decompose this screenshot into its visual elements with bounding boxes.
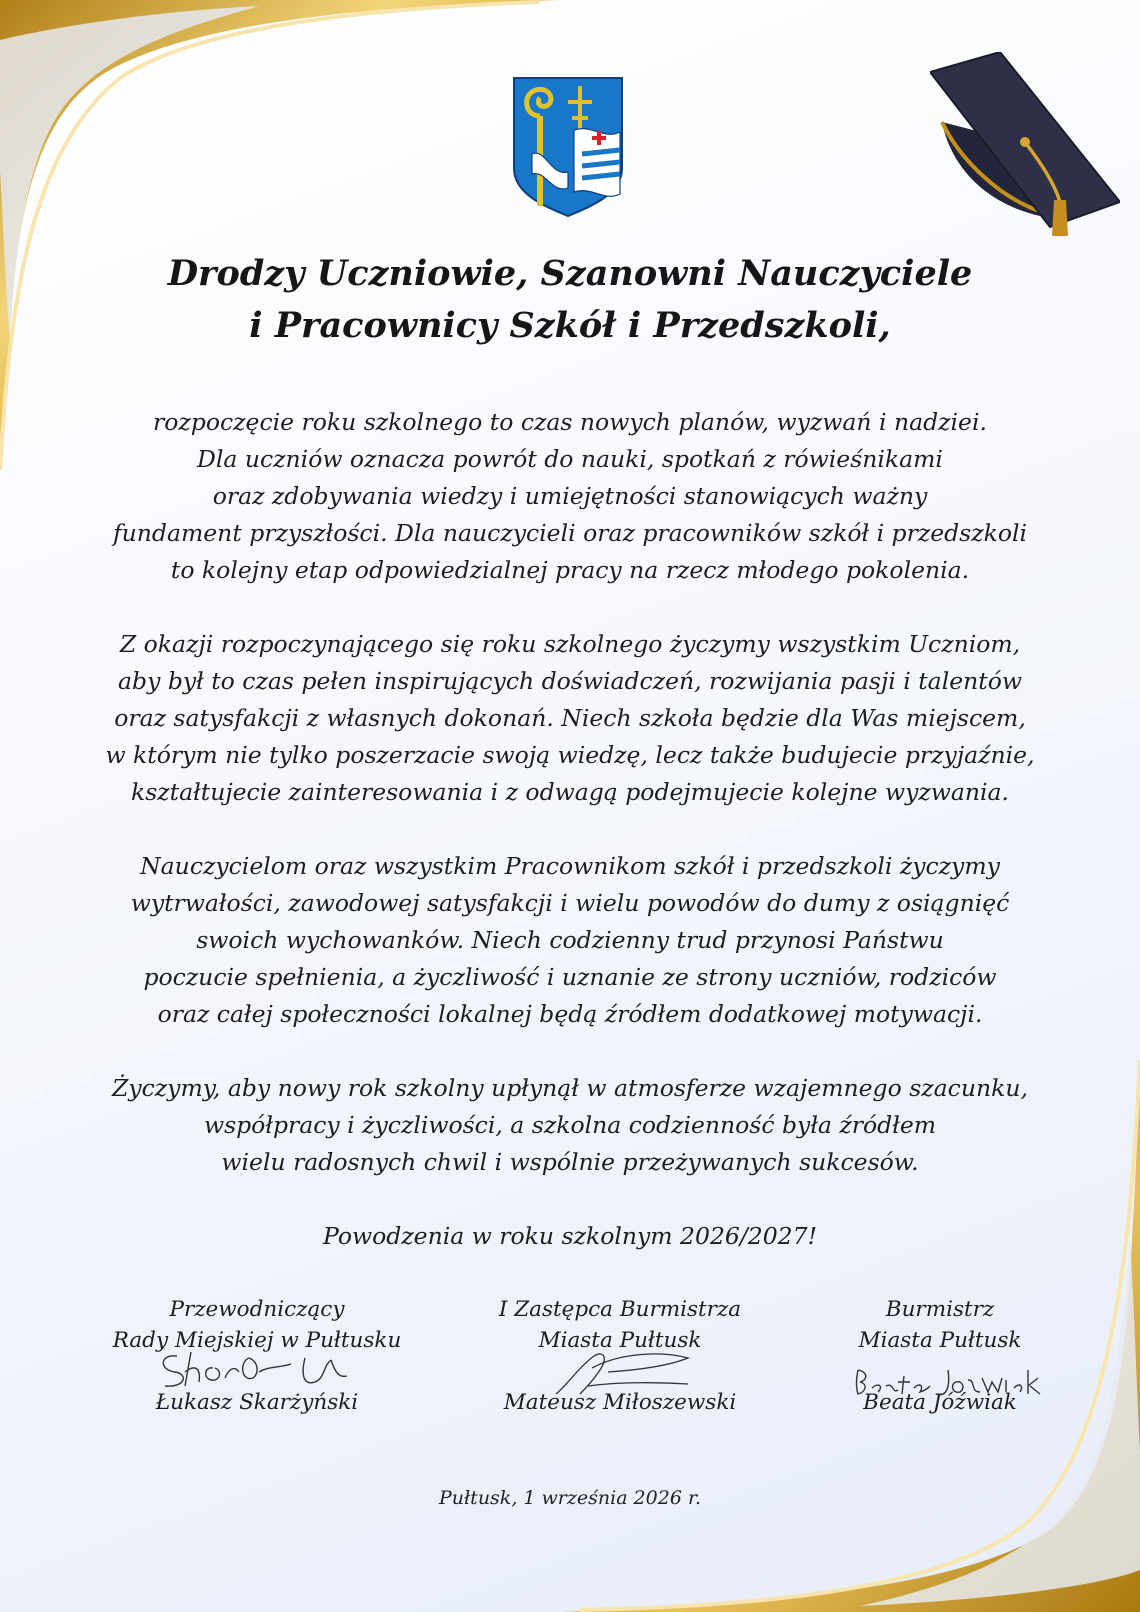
letter-heading bbox=[0, 248, 1140, 352]
body-line: oraz zdobywania wiedzy i umiejętności stanowiących ważny bbox=[212, 482, 928, 510]
body-line: oraz całej społeczności lokalnej będą źródłem dodatkowej motywacji. bbox=[157, 1000, 983, 1028]
signatory-title: Rady Miejskiej w Pułtusku bbox=[112, 1328, 402, 1353]
body-line: poczucie spełnienia, a życzliwość i uznanie ze strony uczniów, rodziców bbox=[143, 963, 997, 991]
body-line: Życzymy, aby nowy rok szkolny upłynął w atmosferze wzajemnego szacunku, bbox=[112, 1074, 1028, 1102]
coat-of-arms-icon bbox=[512, 76, 624, 218]
signature-miloszewski bbox=[548, 1344, 698, 1400]
signatory-title: Burmistrz bbox=[885, 1297, 995, 1322]
heading-line-2: i Pracownicy Szkół i Przedszkoli, bbox=[249, 305, 891, 346]
body-line: Dla uczniów oznacza powrót do nauki, spotkań z rówieśnikami bbox=[197, 445, 943, 473]
signatory-name: Łukasz Skarżyński bbox=[155, 1390, 359, 1415]
body-line: wielu radosnych chwil i wspólnie przeżywanych sukcesów. bbox=[221, 1148, 919, 1176]
signature-skarzynski bbox=[155, 1348, 355, 1392]
signature-jozwiak bbox=[852, 1364, 1042, 1400]
body-line: swoich wychowanków. Niech codzienny trud przynosi Państwu bbox=[196, 926, 944, 954]
body-line: oraz satysfakcji z własnych dokonań. Niech szkoła będzie dla Was miejscem, bbox=[114, 704, 1026, 732]
body-line: współpracy i życzliwości, a szkolna codzienność była źródłem bbox=[203, 1111, 937, 1139]
body-line: Nauczycielom oraz wszystkim Pracownikom szkół i przedszkoli życzymy bbox=[140, 852, 1000, 880]
body-line: aby był to czas pełen inspirujących doświadczeń, rozwijania pasji i talentów bbox=[118, 667, 1022, 695]
signatory-name: Mateusz Miłoszewski bbox=[503, 1390, 737, 1415]
body-line: kształtujecie zainteresowania i z odwagą podejmujecie kolejne wyzwania. bbox=[131, 778, 1009, 806]
body-line: Powodzenia w roku szkolnym 2026/2027! bbox=[322, 1222, 818, 1250]
place-and-date: Pułtusk, 1 września 2026 r. bbox=[439, 1487, 701, 1509]
letter-body bbox=[50, 404, 1090, 1292]
paragraph-4 bbox=[50, 1070, 1090, 1181]
body-line: to kolejny etap odpowiedzialnej pracy na rzecz młodego pokolenia. bbox=[170, 556, 970, 584]
signatory-title: I Zastępca Burmistrza bbox=[498, 1297, 742, 1322]
heading-line-1: Drodzy Uczniowie, Szanowni Nauczyciele bbox=[167, 253, 973, 294]
body-line: w którym nie tylko poszerzacie swoją wiedzę, lecz także budujecie przyjaźnie, bbox=[105, 741, 1035, 769]
paragraph-3 bbox=[50, 848, 1090, 1033]
closing-wish bbox=[50, 1218, 1090, 1255]
signatory-name: Beata Jóźwiak bbox=[863, 1390, 1017, 1415]
signatory-title: Miasta Pułtusk bbox=[858, 1328, 1022, 1353]
body-line: rozpoczęcie roku szkolnego to czas nowych planów, wyzwań i nadziei. bbox=[153, 408, 987, 436]
body-line: Z okazji rozpoczynającego się roku szkolnego życzymy wszystkim Uczniom, bbox=[119, 630, 1021, 658]
paragraph-1 bbox=[50, 404, 1090, 589]
body-line: fundament przyszłości. Dla nauczycieli oraz pracowników szkół i przedszkoli bbox=[112, 519, 1028, 547]
signatory-title: Miasta Pułtusk bbox=[538, 1328, 702, 1353]
graduation-cap-icon bbox=[930, 52, 1120, 242]
body-line: wytrwałości, zawodowej satysfakcji i wielu powodów do dumy z osiągnięć bbox=[130, 889, 1010, 917]
signatory-title: Przewodniczący bbox=[169, 1297, 345, 1322]
paragraph-2 bbox=[50, 626, 1090, 811]
